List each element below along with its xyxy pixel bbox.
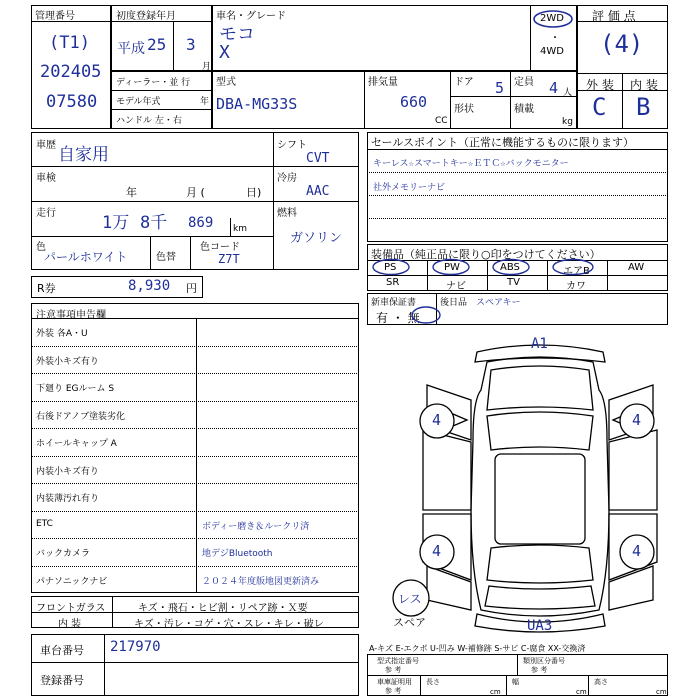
equip-aw: AW	[628, 262, 645, 273]
registration-month: 3	[186, 35, 196, 54]
warranty-circle	[410, 305, 442, 325]
car-grade: X	[219, 42, 230, 63]
note-right-8: 地デジBluetooth	[202, 549, 273, 559]
note-left-3: 右後ドアノブ塗装劣化	[36, 411, 126, 422]
car-model: モコ	[219, 24, 255, 45]
damage-front: A1	[531, 336, 548, 352]
drive-2wd-circle	[532, 9, 574, 29]
damage-rear: UA3	[527, 618, 553, 634]
engine-value: 660	[400, 93, 428, 111]
type-value: DBA-MG33S	[216, 95, 298, 113]
note-divider	[31, 346, 359, 347]
warranty-value: 有 ・ 無	[376, 311, 420, 325]
tire-front-left: 4	[432, 411, 442, 429]
note-left-5: 内装小キズ有り	[36, 466, 99, 477]
tire-rear-left: 4	[432, 542, 442, 560]
color-value: パールホワイト	[44, 250, 128, 264]
note-divider	[31, 566, 359, 567]
note-divider	[31, 373, 359, 374]
damage-legend: A-キズ E-エクボ U-凹み W-補修跡 S-サビ C-腐食 XX-交換済	[369, 644, 586, 653]
recycle-value: 8,930	[128, 278, 171, 294]
note-left-0: 外装 各A・U	[36, 329, 88, 339]
car-name-label: 車名・グレード	[216, 11, 286, 22]
management-number-1: (T1)	[49, 33, 90, 53]
sales-line-2: 社外メモリーナビ	[373, 183, 446, 193]
sales-line-1: キーレス☆スマートキー☆ＥＴＣ☆バックモニター	[373, 159, 569, 169]
glass-text: キズ・飛石・ヒビ割・リペア跡・Ｘ要	[138, 603, 308, 614]
equip-ps: PS	[384, 262, 397, 273]
fuel-value: ガソリン	[290, 231, 343, 246]
equip-abs: ABS	[500, 262, 520, 273]
ac-value: AAC	[306, 184, 330, 199]
after-value: スペアキー	[476, 298, 521, 308]
color-code: Z7T	[218, 252, 240, 266]
registration-label: 初度登録年月	[116, 11, 176, 22]
note-left-9: パナソニックナビ	[36, 576, 108, 587]
shift-value: CVT	[306, 151, 330, 166]
capacity-value: 4	[549, 79, 559, 97]
usage-value: 自家用	[58, 145, 109, 165]
note-left-2: 下廻り EGルーム S	[36, 384, 115, 394]
note-divider	[31, 483, 359, 484]
mileage-sen: 8千	[140, 213, 168, 233]
management-number-2: 202405	[40, 62, 102, 82]
interior-text: キズ・汚レ・コゲ・穴・スレ・キレ・破レ	[134, 619, 324, 630]
registration-era: 平成	[117, 41, 145, 57]
management-label: 管理番号	[35, 11, 75, 22]
equip-airbag: エアB	[563, 266, 590, 277]
note-left-6: 内装薄汚れ有り	[36, 494, 100, 504]
tire-front-right: 4	[632, 411, 642, 429]
drive-2wd: 2WD	[540, 13, 564, 24]
note-left-1: 外装小キズ有り	[36, 356, 99, 367]
registration-year: 25	[147, 35, 167, 54]
note-left-7: ETC	[36, 518, 53, 529]
grade-value: (4)	[600, 30, 644, 58]
note-right-9: ２０２４年度版地図更新済み	[202, 576, 320, 587]
equip-circles	[367, 258, 668, 276]
drive-4wd: 4WD	[540, 46, 564, 57]
note-left-4: ホイールキャップ A	[36, 439, 117, 449]
recycle-box	[31, 276, 203, 298]
note-right-7: ボディー磨き＆ルークリ済	[202, 521, 310, 532]
door-value: 5	[495, 79, 505, 97]
note-divider	[31, 428, 359, 429]
note-divider	[31, 456, 359, 457]
note-left-8: バックカメラ	[36, 549, 91, 559]
note-divider	[31, 401, 359, 402]
note-divider	[31, 538, 359, 539]
chassis-value: 217970	[110, 639, 161, 655]
grade-label: 評 価 点	[592, 9, 636, 23]
interior-grade: B	[636, 93, 651, 121]
mileage-man: 1万	[102, 213, 130, 233]
note-divider	[31, 511, 359, 512]
exterior-grade: C	[592, 93, 607, 121]
mileage-rest: 869	[188, 215, 214, 231]
equip-pw: PW	[444, 262, 460, 273]
spare-label: スペア	[393, 616, 426, 629]
spare-mark: レス	[398, 592, 422, 606]
tire-rear-right: 4	[632, 542, 642, 560]
management-number-3: 07580	[46, 92, 98, 112]
